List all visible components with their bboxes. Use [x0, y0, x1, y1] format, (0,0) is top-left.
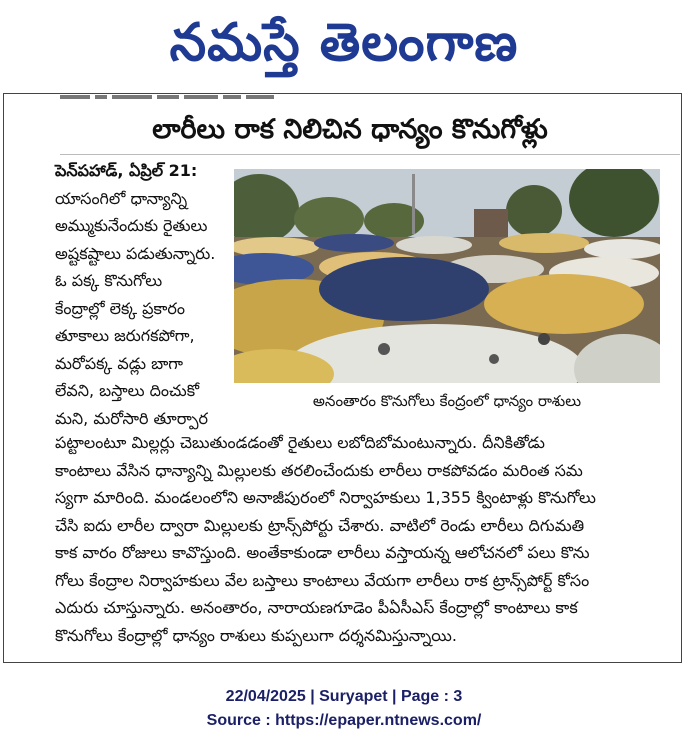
headline-divider	[60, 154, 680, 155]
body-line: తూకాలు జరుగకపోగా,	[55, 326, 195, 345]
body-line: గోలు కేంద్రాల నిర్వాహకులు వేల బస్తాలు కాంటాలు వేయగా లారీలు రాక ట్రాన్స్‌పోర్ట్‌ కోసం	[55, 570, 590, 590]
body-line: చేసి ఐదు లారీల ద్వారా మిల్లులకు ట్రాన్స్‌పోర్టు చేశారు. వాటిలో రెండు లారీలు దిగుమతి	[55, 515, 585, 535]
body-line: కాంటాలు వేసిన ధాన్యాన్ని మిల్లులకు తరలించేందుకు లారీలు రాకపోవడం మరింత సమ	[55, 460, 583, 480]
body-line: యాసంగిలో ధాన్యాన్ని	[55, 188, 188, 208]
body-line: స్యగా మారింది. మండలంలోని అనాజీపురంలో నిర్వాహకులు 1,355 క్వింటాళ్లు కొనుగోలు	[55, 488, 596, 507]
article-body-full-width	[55, 429, 665, 649]
body-line: లేవని, బస్తాలు దించుకో	[55, 381, 200, 400]
dateline: పెన్‌పహాడ్‌, ఏప్రిల్‌ 21:	[55, 161, 198, 180]
footer-source-link[interactable]: Source : https://epaper.ntnews.com/	[206, 712, 482, 729]
body-line: ఎదురు చూస్తున్నారు. అనంతారం, నారాయణగూడెం పీఏసీఎస్‌ కేంద్రాల్లో కాంటాలు కాక	[55, 598, 578, 617]
article-headline: లారీలు రాక నిలిచిన ధాన్యం కొనుగోళ్లు	[152, 114, 548, 145]
body-line: మని, మరోసారి తూర్పార	[55, 408, 208, 428]
article-body-narrow-column	[55, 157, 233, 432]
body-line: కేంద్రాల్లో లెక్క ప్రకారం	[55, 298, 186, 318]
newspaper-masthead: నమస్తే తెలంగాణ	[169, 13, 519, 73]
article-photo-grain-heaps	[234, 169, 660, 383]
body-line: అమ్ముకునేందుకు రైతులు	[55, 216, 208, 235]
body-line: ఓ పక్క కొనుగోలు	[55, 271, 163, 290]
body-line: పట్టాలంటూ మిల్లర్లు చెబుతుండడంతో రైతులు లబోదిబోమంటున్నారు. దీనికితోడు	[55, 433, 545, 452]
body-line: కొనుగోలు కేంద్రాల్లో ధాన్యం రాశులు కుప్పలుగా దర్శనమిస్తున్నాయి.	[55, 625, 457, 645]
photo-caption: అనంతారం కొనుగోలు కేంద్రంలో ధాన్యం రాశులు	[312, 392, 582, 410]
body-line: అష్టకష్టాలు పడుతున్నారు.	[55, 243, 216, 263]
body-line: మరోపక్క వడ్లు బాగా	[55, 353, 184, 373]
clipped-text-fragment	[60, 95, 320, 105]
body-line: కాక వారం రోజులు కావొస్తుంది. అంతేకాకుండా లారీలు వస్తాయన్న ఆలోచనలో పలు కొను	[55, 543, 590, 562]
footer-edition-info: 22/04/2025 | Suryapet | Page : 3	[225, 688, 463, 705]
